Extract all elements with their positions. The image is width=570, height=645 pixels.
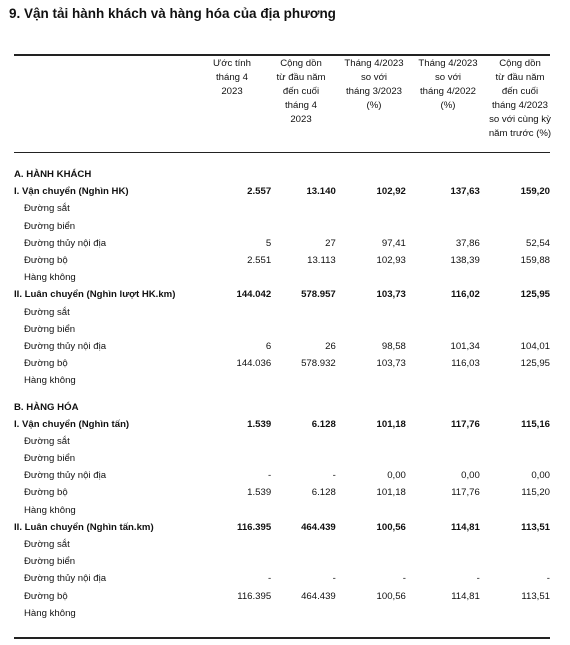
- table-row-value-3: [336, 605, 406, 622]
- table-row-value-5: [480, 218, 550, 235]
- table-row-label: Hàng không: [24, 504, 76, 516]
- group-row-value-2: 464.439: [301, 521, 336, 533]
- table-row-value-3: [336, 372, 406, 389]
- table-row-value-4: [406, 502, 480, 519]
- group-row-value-2: 13.140: [306, 186, 336, 198]
- table-row-value-3: [336, 553, 406, 570]
- table-row-value-2: 6.128: [311, 487, 336, 499]
- table-row-value-4: [406, 218, 480, 235]
- table-row-value-5: [480, 450, 550, 467]
- table-row-value-5: [480, 502, 550, 519]
- table-row-value-2: [271, 605, 336, 622]
- group-row-value-1: 2.557: [247, 186, 272, 198]
- section-row: [14, 398, 550, 415]
- table-row: [14, 536, 550, 553]
- group-row-value-3: 103,73: [376, 289, 406, 301]
- group-row-value-4: 114,81: [451, 521, 480, 533]
- table-row-value-4: [406, 304, 480, 321]
- section-row-label: B. HÀNG HÓA: [14, 401, 79, 413]
- table-row-label: Đường sắt: [24, 539, 70, 551]
- table-row-value-2: 26: [325, 340, 336, 352]
- table-row-value-5: 0,00: [531, 470, 550, 482]
- table-row: [14, 433, 550, 450]
- table-row-value-1: [208, 605, 271, 622]
- header-cumulative-yoy: Cộng dồn từ đầu năm đến cuối tháng 4/2023 so với cùng kỳ năm trước (%): [488, 58, 552, 139]
- table-row-value-3: -: [402, 573, 406, 585]
- table-row: [14, 269, 550, 286]
- table-row-value-4: 117,76: [451, 487, 480, 499]
- table-row: [14, 252, 550, 269]
- transport-table: [14, 166, 550, 622]
- group-row: [14, 183, 550, 200]
- table-row: [14, 605, 550, 622]
- table-row-value-1: -: [267, 470, 272, 482]
- table-row-value-5: [480, 605, 550, 622]
- table-row-label: Hàng không: [24, 607, 76, 619]
- header-mom: Tháng 4/2023 so với tháng 3/2023 (%): [344, 58, 404, 111]
- table-row: [14, 553, 550, 570]
- table-row-value-4: 0,00: [461, 470, 480, 482]
- group-row: [14, 416, 550, 433]
- table-top-rule: [14, 54, 550, 56]
- table-row: [14, 450, 550, 467]
- table-row-value-3: 100,56: [376, 590, 406, 602]
- table-row-value-1: 6: [265, 340, 272, 352]
- group-row-label: I. Vận chuyển (Nghìn HK): [14, 186, 129, 198]
- table-row-value-4: [406, 450, 480, 467]
- group-row-value-5: 125,95: [520, 289, 550, 301]
- group-row-value-1: 116.395: [237, 521, 272, 533]
- header-estimate: Ước tính tháng 4 2023: [213, 58, 251, 97]
- table-row-value-5: -: [546, 573, 550, 585]
- section-row: [14, 166, 550, 183]
- group-row-value-4: 137,63: [450, 186, 480, 198]
- table-row-value-3: [336, 433, 406, 450]
- table-row-value-2: [271, 450, 336, 467]
- table-row-label: Đường thủy nội địa: [24, 237, 107, 249]
- table-row-value-3: 103,73: [376, 358, 406, 370]
- table-row-value-3: [336, 218, 406, 235]
- group-row-value-1: 144.042: [236, 289, 272, 301]
- table-row-value-1: [208, 502, 271, 519]
- table-row-value-1: 5: [265, 237, 272, 249]
- row-spacer: [14, 389, 550, 398]
- table-row-value-1: [208, 536, 271, 553]
- table-row-value-2: [271, 218, 336, 235]
- table-row-value-2: [271, 200, 336, 217]
- table-row-value-3: [336, 200, 406, 217]
- table-row-value-1: 2.551: [247, 255, 272, 267]
- table-row-label: Đường biển: [24, 323, 76, 335]
- table-row-label: Đường biển: [24, 556, 76, 568]
- table-row-value-5: 52,54: [525, 237, 550, 249]
- table-row-value-5: [480, 433, 550, 450]
- table-row-value-5: [480, 304, 550, 321]
- table-row-value-1: [208, 321, 271, 338]
- table-row-value-1: 1.539: [247, 487, 272, 499]
- group-row-label: II. Luân chuyển (Nghìn lượt HK.km): [14, 289, 176, 301]
- header-yoy: Tháng 4/2023 so với tháng 4/2022 (%): [418, 58, 478, 111]
- table-row-value-5: [480, 200, 550, 217]
- table-row-value-1: 116.395: [237, 590, 272, 602]
- table-row-value-2: 13.113: [307, 255, 336, 267]
- table-row-label: Đường thủy nội địa: [24, 470, 107, 482]
- table-row-label: Đường sắt: [24, 306, 70, 318]
- table-row-value-3: [336, 321, 406, 338]
- table-row-value-2: [271, 269, 336, 286]
- table-row-value-5: 104,01: [520, 340, 550, 352]
- table-row-label: Đường thủy nội địa: [24, 573, 107, 585]
- table-row-value-4: 138,39: [450, 255, 480, 267]
- table-row-label: Đường bộ: [24, 255, 68, 267]
- table-row-value-5: [480, 321, 550, 338]
- table-row-value-2: -: [332, 573, 336, 585]
- table-row-value-4: [406, 269, 480, 286]
- group-row-value-2: 6.128: [311, 418, 336, 430]
- table-row-value-3: 0,00: [387, 470, 406, 482]
- table-row-value-1: [208, 372, 271, 389]
- group-row-value-3: 101,18: [376, 418, 406, 430]
- table-row: [14, 502, 550, 519]
- table-row-value-5: 115,20: [521, 487, 550, 499]
- group-row: [14, 519, 550, 536]
- table-row-value-3: 101,18: [376, 487, 406, 499]
- table-row-value-4: 114,81: [451, 590, 480, 602]
- group-row-value-5: 113,51: [521, 521, 550, 533]
- table-row-value-4: [406, 433, 480, 450]
- table-row-value-2: 464.439: [301, 590, 336, 602]
- table-row-value-1: [208, 450, 271, 467]
- group-row-value-3: 102,92: [376, 186, 406, 198]
- table-row-value-3: 102,93: [376, 255, 406, 267]
- group-row-value-4: 117,76: [451, 418, 480, 430]
- table-row-value-4: -: [476, 573, 480, 585]
- table-row-value-4: [406, 605, 480, 622]
- header-divider: [14, 152, 550, 153]
- table-bottom-rule: [14, 637, 550, 639]
- table-row-value-3: [336, 502, 406, 519]
- group-row-label: II. Luân chuyển (Nghìn tấn.km): [14, 521, 154, 533]
- table-row-value-1: [208, 553, 271, 570]
- group-row-value-4: 116,02: [451, 289, 480, 301]
- table-row-value-2: 27: [325, 237, 336, 249]
- table-row-value-2: [271, 304, 336, 321]
- table-row-value-4: [406, 200, 480, 217]
- table-row-value-4: 116,03: [451, 358, 480, 370]
- table-row-value-2: [271, 536, 336, 553]
- table-row-value-3: 98,58: [381, 340, 406, 352]
- table-row: [14, 321, 550, 338]
- table-row-value-5: [480, 372, 550, 389]
- table-row-label: Đường bộ: [24, 358, 68, 370]
- table-row-value-4: 37,86: [455, 237, 480, 249]
- group-row: [14, 286, 550, 303]
- table-row-value-5: [480, 269, 550, 286]
- table-row-value-2: [271, 433, 336, 450]
- table-row: [14, 588, 550, 605]
- table-row-value-5: 125,95: [520, 358, 550, 370]
- group-row-label: I. Vận chuyển (Nghìn tấn): [14, 418, 130, 430]
- table-row-value-4: [406, 553, 480, 570]
- table-row-label: Đường biển: [24, 453, 76, 465]
- table-row-value-3: 97,41: [381, 237, 406, 249]
- header-cumulative: Cộng dồn từ đầu năm đến cuối tháng 4 2023: [276, 58, 326, 125]
- table-row-value-4: [406, 372, 480, 389]
- table-row: [14, 484, 550, 501]
- table-row: [14, 355, 550, 372]
- table-row: [14, 218, 550, 235]
- page-title: 9. Vận tải hành khách và hàng hóa của địa phương: [9, 6, 336, 21]
- group-row-value-3: 100,56: [376, 521, 406, 533]
- group-row-value-5: 159,20: [520, 186, 550, 198]
- table-row-value-3: [336, 304, 406, 321]
- table-row-value-1: [208, 200, 271, 217]
- table-row-label: Hàng không: [24, 272, 76, 284]
- table-row-value-5: [480, 553, 550, 570]
- group-row-value-5: 115,16: [521, 418, 550, 430]
- table-row-value-4: [406, 536, 480, 553]
- table-row-value-1: [208, 269, 271, 286]
- table-row-value-2: -: [332, 470, 336, 482]
- table-row-label: Đường thủy nội địa: [24, 340, 107, 352]
- table-row-value-3: [336, 450, 406, 467]
- table-row-value-1: [208, 218, 271, 235]
- table-row-value-5: [480, 536, 550, 553]
- table-row-value-1: -: [267, 573, 272, 585]
- table-row-value-4: 101,34: [450, 340, 480, 352]
- table-row-label: Hàng không: [24, 375, 76, 387]
- table-row-label: Đường bộ: [24, 590, 68, 602]
- table-row-label: Đường sắt: [24, 203, 70, 215]
- table-row-value-3: [336, 269, 406, 286]
- table-row: [14, 467, 550, 484]
- table-row-value-5: 159,88: [520, 255, 550, 267]
- table-row-value-1: [208, 304, 271, 321]
- table-row-value-4: [406, 321, 480, 338]
- table-row: [14, 304, 550, 321]
- group-row-value-2: 578.957: [301, 289, 336, 301]
- table-row-label: Đường bộ: [24, 487, 68, 499]
- group-row-value-1: 1.539: [247, 418, 272, 430]
- table-row-value-3: [336, 536, 406, 553]
- table-row-value-2: [271, 553, 336, 570]
- section-row-label: A. HÀNH KHÁCH: [14, 169, 92, 181]
- table-row-value-2: 578.932: [301, 358, 336, 370]
- table-row-value-2: [271, 502, 336, 519]
- table-row: [14, 200, 550, 217]
- table-row-value-5: 113,51: [521, 590, 550, 602]
- table-row: [14, 372, 550, 389]
- table-row-value-2: [271, 372, 336, 389]
- table-row-label: Đường biển: [24, 220, 76, 232]
- table-row-value-2: [271, 321, 336, 338]
- table-row: [14, 235, 550, 252]
- table-row: [14, 570, 550, 587]
- table-row: [14, 338, 550, 355]
- table-row-value-1: 144.036: [236, 358, 272, 370]
- table-row-value-1: [208, 433, 271, 450]
- table-row-label: Đường sắt: [24, 435, 70, 447]
